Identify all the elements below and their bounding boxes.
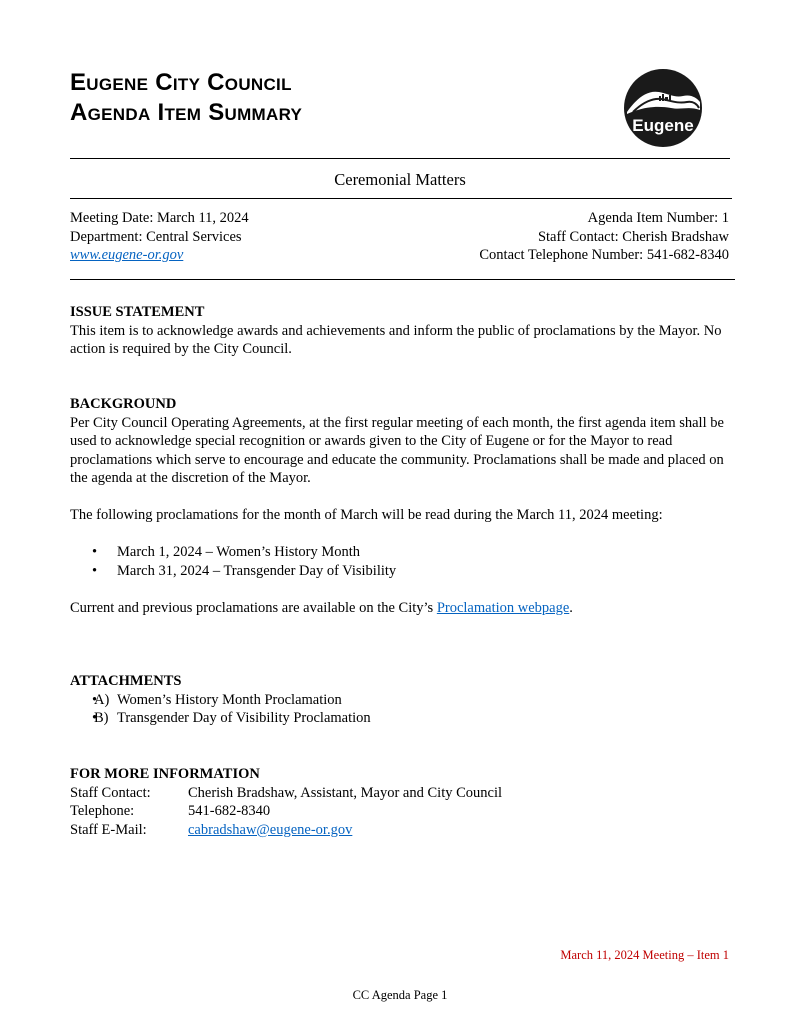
attachments-heading: ATTACHMENTS	[70, 673, 182, 689]
attachments-section	[70, 672, 735, 728]
more-info-section	[70, 765, 735, 839]
attachment-label: • A)	[94, 691, 110, 708]
department: Department: Central Services	[70, 228, 242, 245]
list-item	[70, 691, 735, 710]
background-para-1: Per City Council Operating Agreements, at the first regular meeting of each month, the first agenda item shall be used to acknowledge special recognition or awards given to the City of Eugene or for the Mayor to read proclamations which serve to encourage and educate the community. Proclamations shall be made and placed on the agenda at the discretion of the Mayor.	[70, 414, 724, 486]
eugene-logo	[623, 68, 703, 148]
staff-contact-key: Staff Contact:	[70, 784, 151, 801]
para3-text: Current and previous proclamations are available on the City’s	[70, 599, 437, 616]
attachment-label: • B)	[94, 710, 109, 726]
title-line-1: Eugene City Council	[70, 69, 292, 96]
list-item: • March 31, 2024 – Transgender Day of Visibility	[70, 562, 735, 581]
document-title	[70, 68, 302, 128]
staff-contact-row	[70, 784, 735, 803]
proclamation-webpage-link[interactable]: Proclamation webpage	[436, 599, 570, 616]
background-para-2: The following proclamations for the month of March will be read during the March 11, 2024 meeting:	[70, 507, 663, 523]
issue-statement-section	[70, 303, 735, 359]
meta-right	[479, 209, 729, 265]
list-item: • March 1, 2024 – Women’s History Month	[70, 543, 735, 562]
contact-telephone: Contact Telephone Number: 541-682-8340	[479, 247, 729, 263]
attachment-text: Women’s History Month Proclamation	[117, 691, 342, 708]
logo-wordmark: Eugene	[632, 116, 694, 135]
telephone-row	[70, 802, 735, 821]
meeting-date: Meeting Date: March 11, 2024	[70, 210, 249, 226]
meeting-item-footer: March 11, 2024 Meeting – Item 1	[560, 948, 729, 962]
staff-contact: Staff Contact: Cherish Bradshaw	[537, 228, 729, 245]
agenda-item-number: Agenda Item Number: 1	[587, 210, 729, 226]
agenda-topic: Ceremonial Matters	[334, 170, 466, 189]
meta-left	[70, 209, 249, 265]
rule-under-meta	[70, 279, 735, 280]
background-heading: BACKGROUND	[70, 396, 177, 412]
more-info-heading: FOR MORE INFORMATION	[70, 766, 260, 782]
email-key: Staff E-Mail:	[70, 821, 147, 838]
staff-contact-value: Cherish Bradshaw, Assistant, Mayor and City Council	[188, 784, 503, 801]
attachment-text: Transgender Day of Visibility Proclamation	[117, 710, 371, 726]
website-link[interactable]: www.eugene-or.gov	[70, 247, 184, 263]
proclamation-list	[70, 543, 735, 580]
rule-under-topic	[70, 198, 732, 199]
email-link[interactable]: cabradshaw@eugene-or.gov	[188, 821, 353, 838]
rule-top	[70, 158, 730, 159]
title-line-2: Agenda Item Summary	[70, 99, 303, 126]
issue-heading: ISSUE STATEMENT	[70, 304, 205, 320]
email-row	[70, 821, 735, 840]
attachments-list	[70, 691, 735, 728]
issue-text: This item is to acknowledge awards and achievements and inform the public of proclamations by the Mayor. No action is required by the City Council.	[70, 322, 722, 357]
para3-end: .	[569, 599, 573, 616]
list-item	[70, 709, 735, 728]
page-number: CC Agenda Page 1	[352, 988, 448, 1002]
telephone-value: 541-682-8340	[188, 803, 271, 819]
background-para-3	[70, 599, 735, 618]
background-section	[70, 395, 735, 617]
telephone-key: Telephone:	[70, 803, 135, 819]
